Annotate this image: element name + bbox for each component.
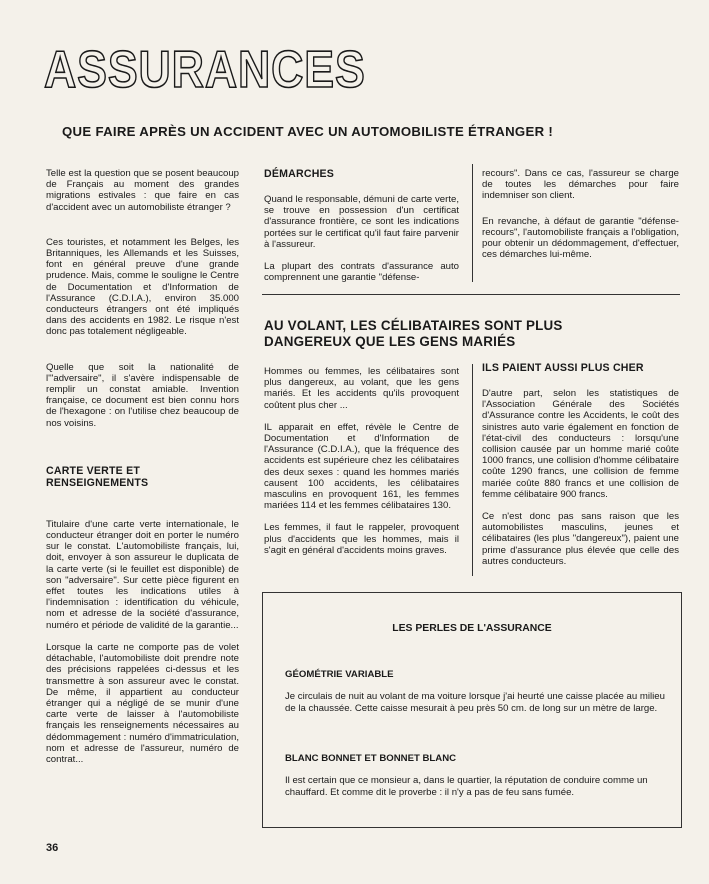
paragraph: La plupart des contrats d'assurance auto comprennent une garantie "défense-	[264, 261, 459, 284]
box-text: Je circulais de nuit au volant de ma voiture lorsque j'ai heurté une caisse placée au milieu de la chaussée. Cette caisse mesurait à peu près 50 cm. de long sur un mètre de large.	[285, 691, 665, 715]
column-divider	[472, 164, 473, 282]
page-number: 36	[46, 842, 59, 854]
paragraph: Telle est la question que se posent beaucoup de Français au moment des grandes migrations estivales : que faire en cas d'accident avec un automobiliste étranger ?	[46, 168, 239, 213]
article-headline: QUE FAIRE APRÈS UN ACCIDENT AVEC UN AUTOMOBILISTE ÉTRANGER !	[62, 124, 554, 139]
box-subheading: BLANC BONNET ET BONNET BLANC	[285, 753, 457, 764]
section-divider	[262, 294, 680, 295]
paragraph: Quand le responsable, démuni de carte verte, se trouve en possession d'un certificat d'assurance frontière, ce sont les indications portées sur le certificat qu'il faut faire parvenir à l'assureur.	[264, 194, 459, 250]
column-divider	[472, 364, 473, 576]
paragraph: D'autre part, selon les statistiques de l'Association Générale des Sociétés d'Assurance contre les Accidents, le coût des sinistres auto varie également en fonction de l'état-civil des conducteurs : lorsqu'une collision causée par un homme marié coûte 1000 francs, une collision d'homme célibataire coûte 1290 francs, une collision de femme mariée coûte 880 francs et une collision de femme célibataire 900 francs.	[482, 388, 679, 500]
paragraph: Ce n'est donc pas sans raison que les automobilistes masculins, jeunes et célibataires (les plus "dangereux"), paient une prime d'assurance plus élevée que celle des autres conducteurs.	[482, 511, 679, 567]
paragraph: Titulaire d'une carte verte internationale, le conducteur étranger doit en porter le numéro sur le constat. L'automobiliste français, lui, doit, envoyer à son assureur le duplicata de la carte verte (si le feuillet est disponible) de son "adversaire". Sur cette pièce figurent en effet toutes les indications utiles à l'indemnisation : identification du véhicule, nom et adresse de la société d'assurance, numéro et période de validité de la garantie...	[46, 518, 239, 631]
subheading: DÉMARCHES	[264, 168, 335, 180]
quotes-box	[262, 592, 682, 828]
section-title: ASSURANCES	[44, 41, 366, 99]
subheading: ILS PAIENT AUSSI PLUS CHER	[482, 362, 644, 374]
paragraph: Ces touristes, et notamment les Belges, les Britanniques, les Allemands et les Suisses, font en général preuve d'une grande prudence. Mais, comme le souligne le Centre de Documentation et d'Information de l'Assurance (C.D.I.A.), environ 35.000 conducteurs étrangers ont été impliqués dans des accidents en 1982. Le risque n'est donc pas totalement négligeable.	[46, 236, 239, 338]
column-2	[264, 168, 459, 294]
column-3	[482, 168, 679, 271]
column-1	[46, 168, 239, 776]
box-title: LES PERLES DE L'ASSURANCE	[392, 623, 552, 634]
paragraph: Quelle que soit la nationalité de l'"adversaire", il s'avère indispensable de remplir un constat amiable. Invention française, ce document est bien connu hors de l'hexagone : on l'utilise chez beaucoup de nos voisins.	[46, 361, 239, 429]
paragraph: En revanche, à défaut de garantie "défense-recours", l'automobiliste français a l'obligation, pour obtenir un dédommagement, d'effectuer, ces démarches lui-même.	[482, 215, 679, 261]
paragraph: Les femmes, il faut le rappeler, provoquent plus d'accidents que les hommes, mais il s'agit en général d'accidents moins graves.	[264, 522, 459, 556]
subheading: CARTE VERTE ET RENSEIGNEMENTS	[46, 464, 149, 489]
paragraph: recours". Dans ce cas, l'assureur se charge de toutes les démarches pour faire indemniser son client.	[482, 168, 679, 202]
box-text: Il est certain que ce monsieur a, dans le quartier, la réputation de conduire comme un chauffard. Et comme dit le proverbe : il n'y a pas de feu sans fumée.	[285, 775, 648, 799]
paragraph: IL apparait en effet, révèle le Centre de Documentation et d'Information de l'Assurance (C.D.I.A.), que la fréquence des accidents est supérieure chez les célibataires des deux sexes : quand les hommes mariés causent 100 accidents, les célibataires masculins en provoquent 161, les femmes mariées 114 et les femmes célibataires 130.	[264, 421, 459, 512]
paragraph: Lorsque la carte ne comporte pas de volet détachable, l'automobiliste doit prendre note des précisions rappelées ci-dessus et les transmettre à son assureur avec le constat. De même, il appartient au conducteur étranger qui a négligé de se munir d'une carte verte de laisser à l'automobiliste français les renseignements nécessaires au dédommagement : numéro d'immatriculation, nom et adresse de l'assureur, numéro de contrat...	[46, 641, 239, 765]
article2-headline: AU VOLANT, LES CÉLIBATAIRES SONT PLUS DANGEREUX QUE LES GENS MARIÉS	[264, 318, 563, 349]
article2-left-column	[264, 366, 459, 567]
box-subheading: GÉOMÉTRIE VARIABLE	[285, 669, 394, 680]
paragraph: Hommes ou femmes, les célibataires sont plus dangereux, au volant, que les gens mariés. Et les accidents qu'ils provoquent coûtent plus cher ...	[264, 366, 459, 411]
article2-right-column	[482, 362, 679, 578]
